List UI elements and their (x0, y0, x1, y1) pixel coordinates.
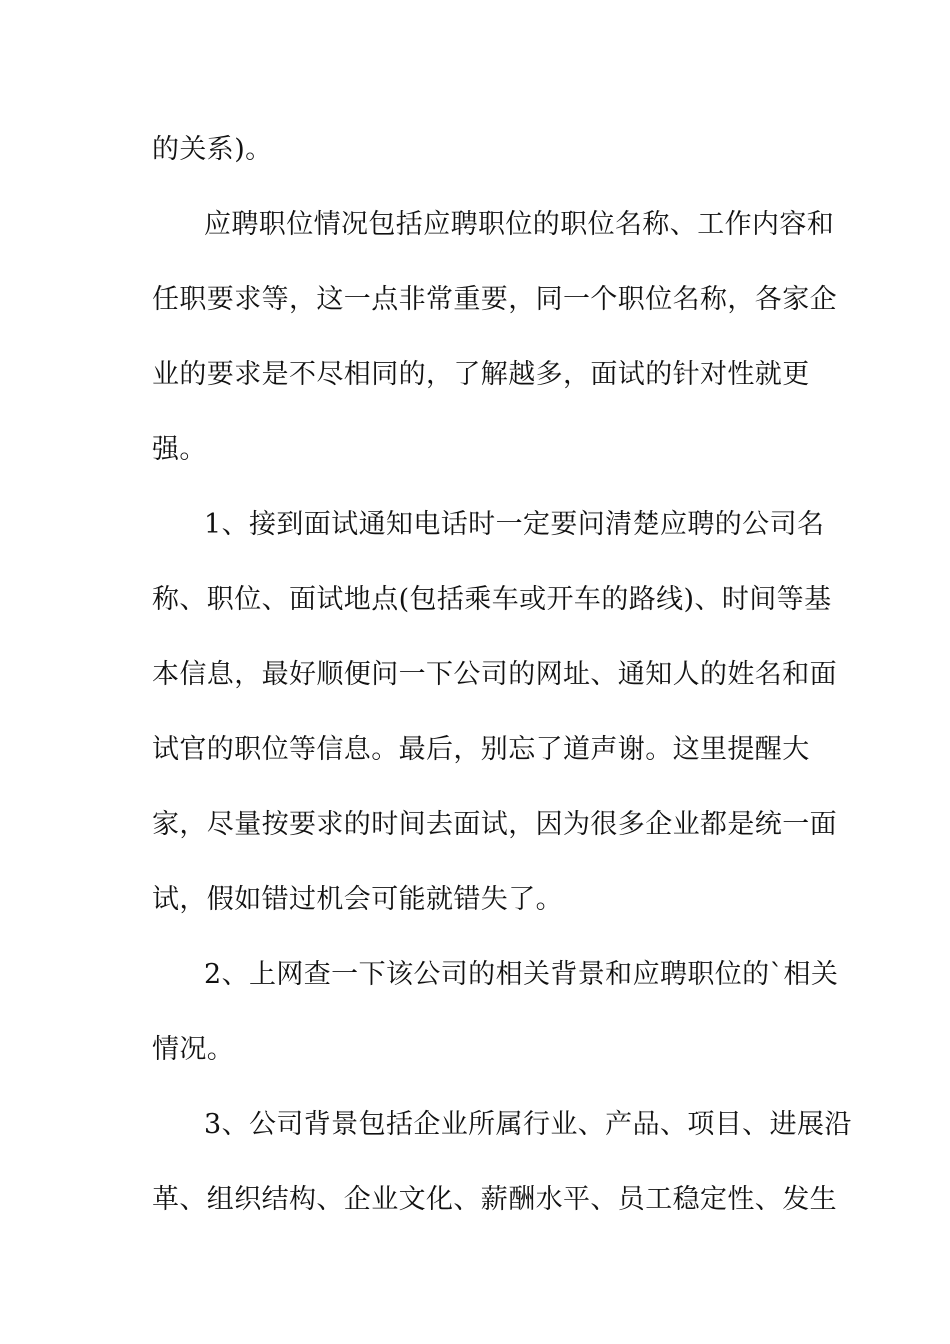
text-line: 情况。 (152, 1034, 235, 1065)
paragraph-first-line: 应聘职位情况包括应聘职位的职位名称、工作内容和 (204, 209, 835, 240)
text-line: 任职要求等，这一点非常重要，同一个职位名称，各家企 (152, 284, 837, 315)
text-line: 革、组织结构、企业文化、薪酬水平、员工稳定性、发生 (152, 1184, 837, 1215)
text-line: 试，假如错过机会可能就错失了。 (152, 884, 563, 915)
text-line: 的关系)。 (152, 134, 273, 165)
paragraph-first-line: 2、上网查一下该公司的相关背景和应聘职位的`相关 (204, 959, 839, 990)
text-line: 试官的职位等信息。最后，别忘了道声谢。这里提醒大 (152, 734, 810, 765)
text-line: 本信息，最好顺便问一下公司的网址、通知人的姓名和面 (152, 659, 837, 690)
text-line: 称、职位、面试地点(包括乘车或开车的路线)、时间等基 (152, 584, 832, 615)
text-line: 家，尽量按要求的时间去面试，因为很多企业都是统一面 (152, 809, 837, 840)
paragraph-first-line: 1、接到面试通知电话时一定要问清楚应聘的公司名 (204, 509, 825, 540)
text-line: 强。 (152, 434, 207, 465)
paragraph-first-line: 3、公司背景包括企业所属行业、产品、项目、进展沿 (204, 1109, 852, 1140)
text-line: 业的要求是不尽相同的，了解越多，面试的针对性就更 (152, 359, 810, 390)
